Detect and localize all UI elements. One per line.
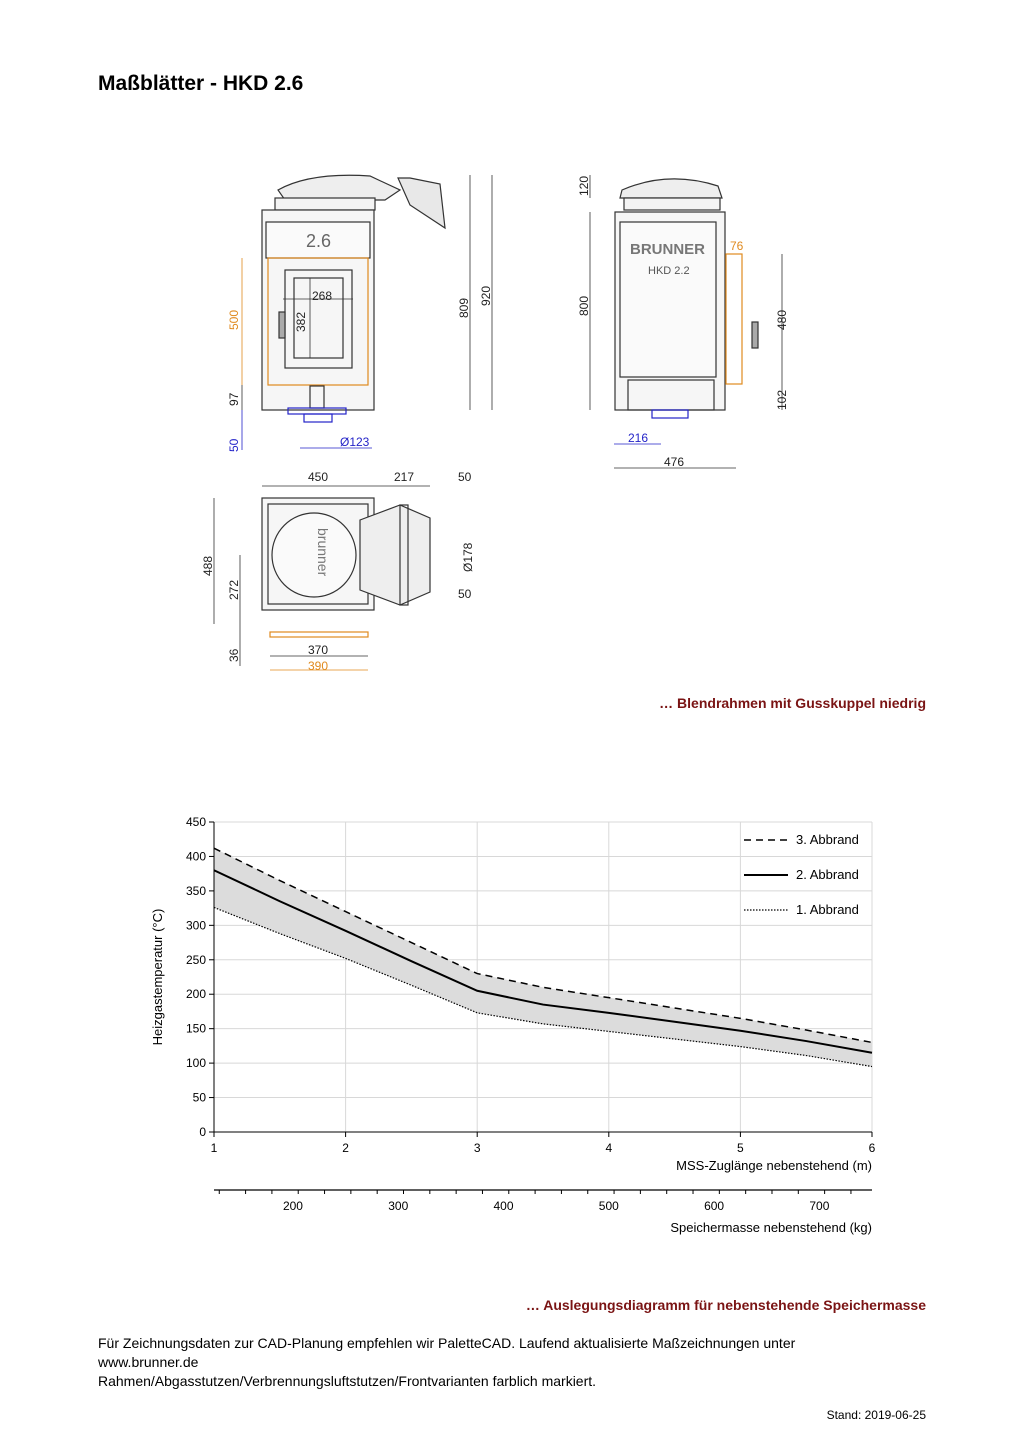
date-stand: Stand: 2019-06-25	[826, 1408, 926, 1422]
dim-800: 800	[577, 295, 591, 316]
chart-legend	[744, 832, 859, 917]
dim-920: 920	[479, 285, 493, 306]
dim-120: 120	[577, 175, 591, 196]
y-tick-label: 200	[185, 987, 206, 1002]
x2-tick-label: 300	[388, 1199, 409, 1213]
dim-50-top: 50	[458, 470, 472, 484]
dim-36: 36	[227, 648, 241, 662]
dim-d178: Ø178	[461, 542, 475, 572]
dim-102: 102	[775, 389, 789, 410]
brand-label: BRUNNER	[630, 241, 705, 258]
dim-272: 272	[227, 579, 241, 600]
x-tick-label: 3	[473, 1141, 481, 1155]
dim-382: 382	[294, 311, 308, 332]
x2-tick-label: 600	[704, 1199, 725, 1213]
brand-mark: brunner	[315, 528, 331, 577]
x-tick-label: 5	[737, 1141, 744, 1155]
footer-line-1: Für Zeichnungsdaten zur CAD-Planung empfehlen wir PaletteCAD. Laufend aktualisierte Maßzeichnungen unter	[98, 1335, 796, 1351]
y-axis-label: Heizgastemperatur (°C)	[150, 908, 165, 1046]
legend-label-2: 2. Abbrand	[796, 867, 859, 882]
side-view	[615, 179, 758, 418]
dim-97: 97	[227, 392, 241, 406]
x-tick-label: 6	[868, 1141, 876, 1155]
dim-488: 488	[201, 555, 215, 576]
top-view	[262, 498, 430, 637]
dim-d123: Ø123	[340, 435, 370, 449]
x-tick-label: 2	[342, 1141, 349, 1155]
chart-grid	[214, 822, 872, 1132]
footer-line-3: Rahmen/Abgasstutzen/Verbrennungsluftstutzen/Frontvarianten farblich markiert.	[98, 1373, 597, 1389]
y-tick-label: 0	[199, 1125, 206, 1139]
dim-50-bottom: 50	[458, 587, 472, 601]
legend-label-1: 3. Abbrand	[796, 832, 859, 847]
legend-label-3: 1. Abbrand	[796, 902, 859, 917]
dim-217: 217	[394, 470, 415, 484]
temperature-chart	[0, 800, 1024, 1250]
x2-tick-label: 500	[598, 1199, 619, 1213]
y-tick-label: 350	[185, 883, 206, 898]
y-tick-label: 50	[192, 1090, 206, 1105]
page-title: Maßblätter - HKD 2.6	[98, 72, 304, 95]
x2-tick-label: 700	[809, 1199, 830, 1213]
dim-50: 50	[227, 438, 241, 452]
x-tick-label: 1	[210, 1141, 218, 1155]
dim-809: 809	[457, 297, 471, 318]
x-axis-label: MSS-Zuglänge nebenstehend (m)	[676, 1158, 872, 1173]
x2-tick-label: 200	[282, 1199, 303, 1213]
y-tick-label: 150	[185, 1021, 206, 1036]
y-tick-label: 450	[185, 815, 206, 829]
caption-chart: … Auslegungsdiagramm für nebenstehende Speichermasse	[525, 1297, 926, 1313]
dim-450: 450	[308, 470, 329, 484]
x2-tick-label: 400	[493, 1199, 514, 1213]
dim-370: 370	[308, 643, 329, 657]
dim-216: 216	[628, 431, 649, 445]
footer-line-2: www.brunner.de	[98, 1354, 199, 1370]
x2-axis-label: Speichermasse nebenstehend (kg)	[670, 1220, 872, 1235]
x-tick-label: 4	[605, 1141, 613, 1155]
dim-480: 480	[775, 309, 789, 330]
dim-390: 390	[308, 659, 329, 673]
y-tick-label: 100	[185, 1056, 206, 1071]
temperature-band	[214, 848, 872, 1066]
dim-500: 500	[227, 309, 241, 330]
model-badge: 2.6	[306, 231, 332, 251]
dim-76: 76	[730, 239, 744, 253]
y-tick-label: 300	[185, 918, 206, 933]
footer-text	[98, 1334, 928, 1391]
dim-476: 476	[664, 455, 685, 469]
y-tick-label: 250	[185, 952, 206, 967]
dimension-drawings	[0, 0, 1024, 690]
dim-268: 268	[312, 289, 333, 303]
y-tick-label: 400	[185, 849, 206, 864]
model-label: HKD 2.2	[648, 265, 690, 277]
caption-drawings: … Blendrahmen mit Gusskuppel niedrig	[659, 695, 926, 711]
